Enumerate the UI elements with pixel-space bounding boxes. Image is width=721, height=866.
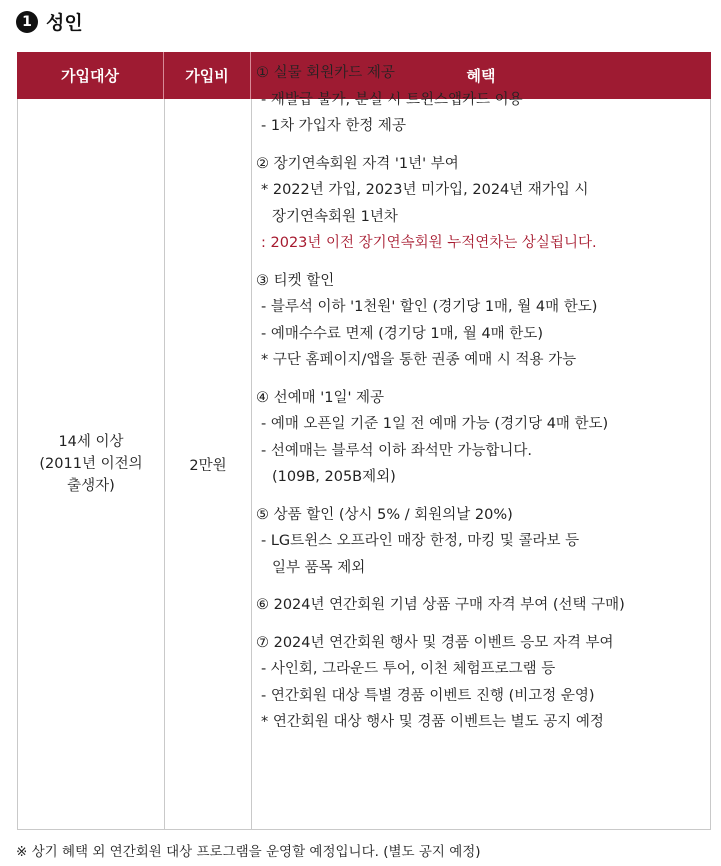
target-line: (2011년 이전의	[39, 456, 143, 472]
benefit-detail: - 예매 오픈일 기준 1일 전 예매 가능 (경기당 4매 한도)	[261, 416, 609, 432]
fee-cell	[165, 99, 251, 829]
benefit-detail: * 구단 홈페이지/앱을 통한 권종 예매 시 적용 가능	[261, 352, 577, 368]
column-divider	[251, 99, 252, 829]
benefit-item	[256, 630, 713, 736]
header-target: 가입대상	[17, 52, 164, 99]
benefit-detail: - 연간회원 대상 특별 경품 이벤트 진행 (비고정 운영)	[261, 687, 595, 704]
target-line: 출생자)	[67, 478, 115, 494]
section-title: 성인	[46, 12, 83, 34]
benefit-item	[256, 60, 713, 140]
benefit-detail: 일부 품목 제외	[272, 559, 366, 576]
benefit-detail: * 2022년 가입, 2023년 미가입, 2024년 재가입 시	[261, 182, 589, 198]
benefit-title: ⑥ 2024년 연간회원 기념 상품 구매 자격 부여 (선택 구매)	[256, 597, 625, 613]
benefit-detail: - 블루석 이하 '1천원' 할인 (경기당 1매, 월 4매 한도)	[261, 299, 598, 315]
benefit-title: ④ 선예매 '1일' 제공	[256, 389, 385, 406]
benefit-title: ③ 티켓 할인	[256, 272, 335, 289]
benefit-title: ② 장기연속회원 자격 '1년' 부여	[256, 155, 459, 172]
benefit-item	[256, 592, 713, 619]
benefit-item	[256, 268, 713, 374]
section-number-badge: 1	[16, 11, 38, 33]
target-cell	[18, 99, 164, 829]
header-benefits: 혜택	[466, 67, 496, 85]
benefit-detail: 장기연속회원 1년차	[272, 208, 398, 225]
benefit-title: ⑦ 2024년 연간회원 행사 및 경품 이벤트 응모 자격 부여	[256, 634, 614, 651]
benefit-detail: * 연간회원 대상 행사 및 경품 이벤트는 별도 공지 예정	[261, 714, 604, 730]
benefit-title: ⑤ 상품 할인 (상시 5% / 회원의날 20%)	[256, 506, 513, 523]
benefit-detail: (109B, 205B제외)	[272, 469, 396, 485]
benefit-detail: - LG트윈스 오프라인 매장 한정, 마킹 및 콜라보 등	[261, 533, 580, 549]
header-fee: 가입비	[164, 52, 251, 99]
benefit-item	[256, 385, 713, 491]
benefit-title: ① 실물 회원카드 제공	[256, 65, 395, 81]
benefit-item	[256, 502, 713, 582]
benefit-detail: - 예매수수료 면제 (경기당 1매, 월 4매 한도)	[261, 325, 543, 342]
benefits-list	[256, 60, 713, 747]
target-line: 14세 이상	[58, 434, 124, 450]
footnote: ※ 상기 혜택 외 연간회원 대상 프로그램을 운영할 예정입니다. (별도 공지 예정)	[16, 844, 481, 860]
fee-value: 2만원	[189, 457, 227, 474]
benefit-item	[256, 151, 713, 257]
benefit-detail: - 1차 가입자 한정 제공	[261, 118, 406, 134]
benefit-detail: - 선예매는 블루석 이하 좌석만 가능합니다.	[261, 442, 533, 459]
benefit-detail: - 재발급 불가, 분실 시 트윈스앱카드 이용	[261, 91, 523, 108]
section-heading	[16, 8, 83, 35]
benefit-detail: - 사인회, 그라운드 투어, 이천 체험프로그램 등	[261, 661, 556, 677]
benefit-detail: : 2023년 이전 장기연속회원 누적연차는 상실됩니다.	[261, 235, 597, 251]
